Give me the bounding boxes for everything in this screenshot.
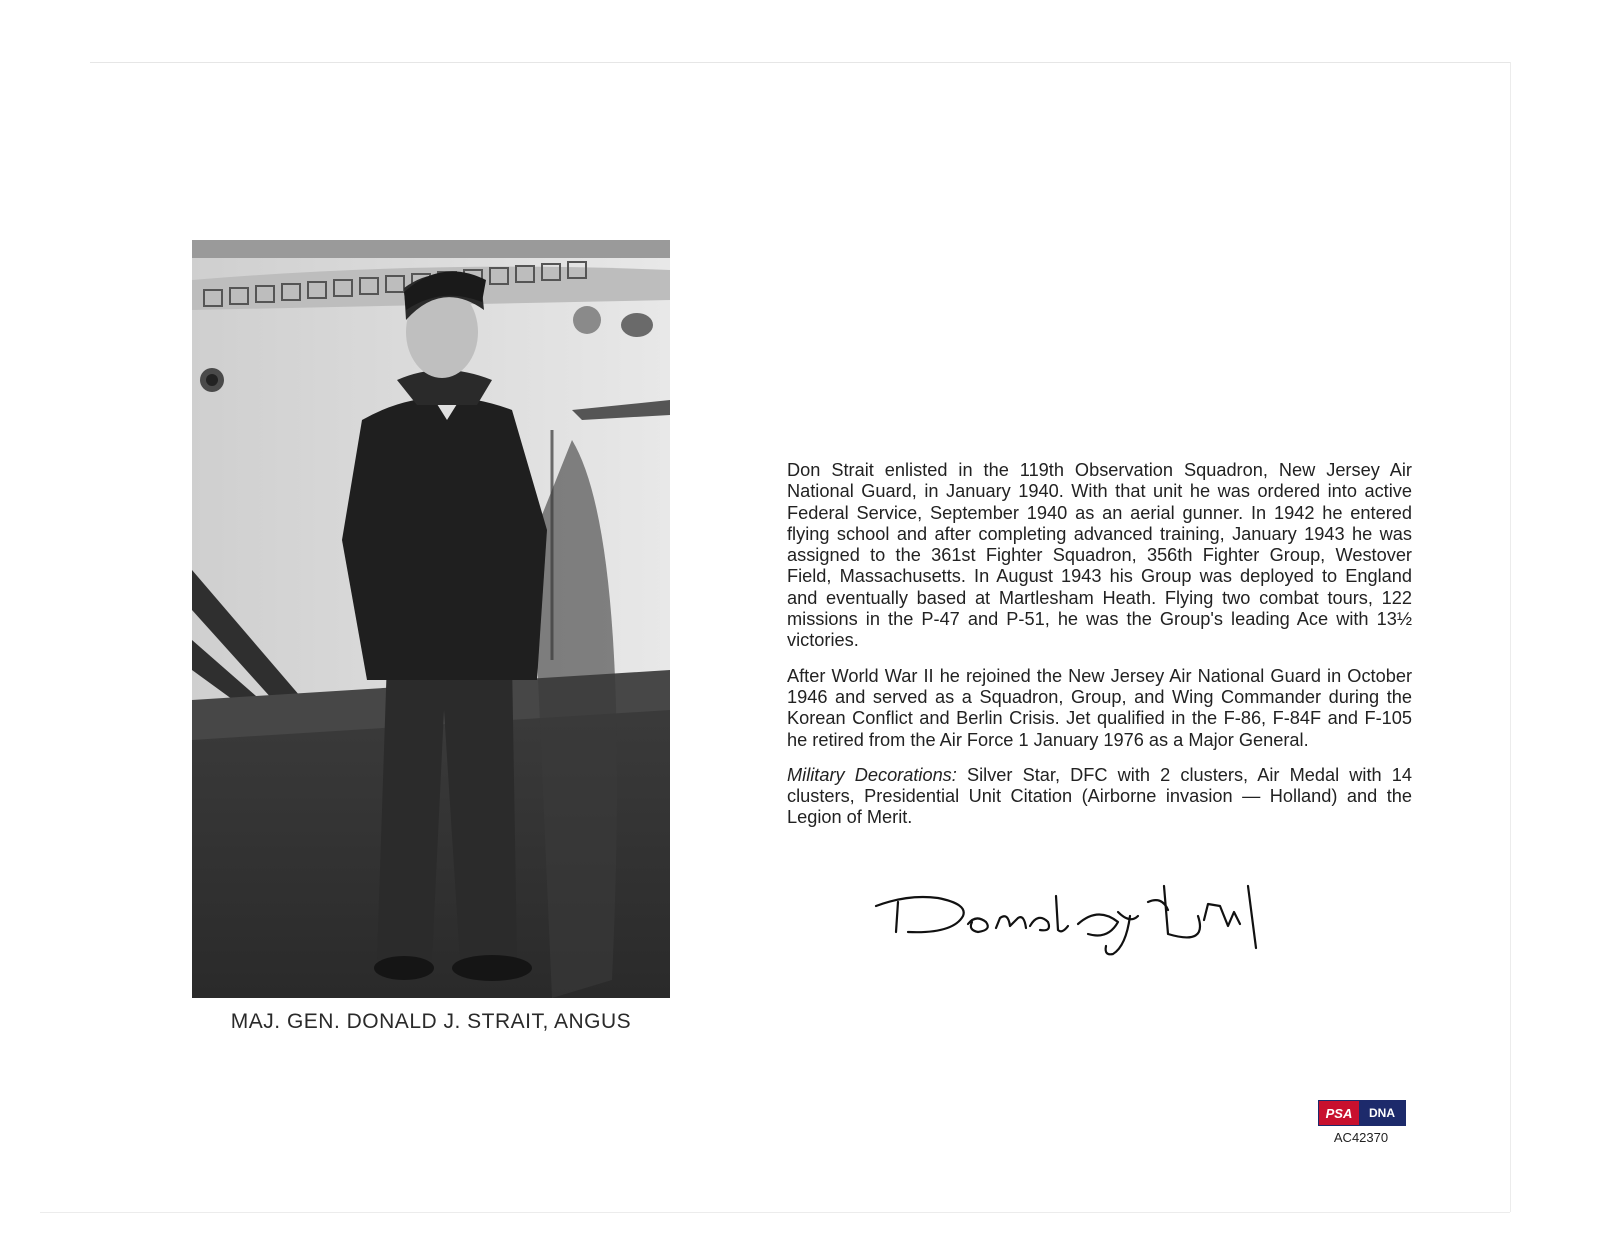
- dna-logo-text: DNA: [1359, 1101, 1405, 1125]
- certificate-number: AC42370: [1333, 1130, 1389, 1145]
- psa-logo-text: PSA: [1319, 1101, 1359, 1125]
- signature: [868, 876, 1298, 960]
- sheet-edge-top: [90, 62, 1510, 63]
- signature-icon: [868, 876, 1298, 960]
- photo-caption: MAJ. GEN. DONALD J. STRAIT, ANGUS: [230, 1010, 632, 1033]
- decorations-text: Silver Star, DFC with 2 clusters, Air Medal with 14 clusters, Presidential Unit Citation (Airborne invasion — Holland) and the Legion of Merit.: [787, 764, 1412, 828]
- bio-paragraph-2: After World War II he rejoined the New Jersey Air National Guard in October 1946 and served as a Squadron, Group, and Wing Commander during the Korean Conflict and Berlin Crisis. Jet qualified in the F-86, F-84F and F-105 he retired from the Air Force 1 January 1976 as a Major General.: [787, 665, 1412, 750]
- bio-paragraph-1: Don Strait enlisted in the 119th Observation Squadron, New Jersey Air National Guard, in January 1940. With that unit he was ordered into active Federal Service, September 1940 as an aerial gunner. In 1942 he entered flying school and after completing advanced training, January 1943 he was assigned to the 361st Fighter Squadron, 356th Fighter Group, Westover Field, Massachusetts. In August 1943 his Group was deployed to England and eventually based at Martlesham Heath. Flying two combat tours, 122 missions in the P-47 and P-51, he was the Group's leading Ace with 13½ victories.: [787, 460, 1412, 651]
- sheet-edge-bottom: [40, 1212, 1510, 1213]
- decorations-label: Military Decorations:: [787, 764, 957, 785]
- psa-dna-logo: [1318, 1100, 1406, 1126]
- portrait-photo: [192, 240, 670, 998]
- biography: [787, 460, 1412, 843]
- portrait-photo-icon: [192, 240, 670, 998]
- sheet-edge-right: [1510, 62, 1511, 1212]
- bio-decorations: [787, 765, 1412, 829]
